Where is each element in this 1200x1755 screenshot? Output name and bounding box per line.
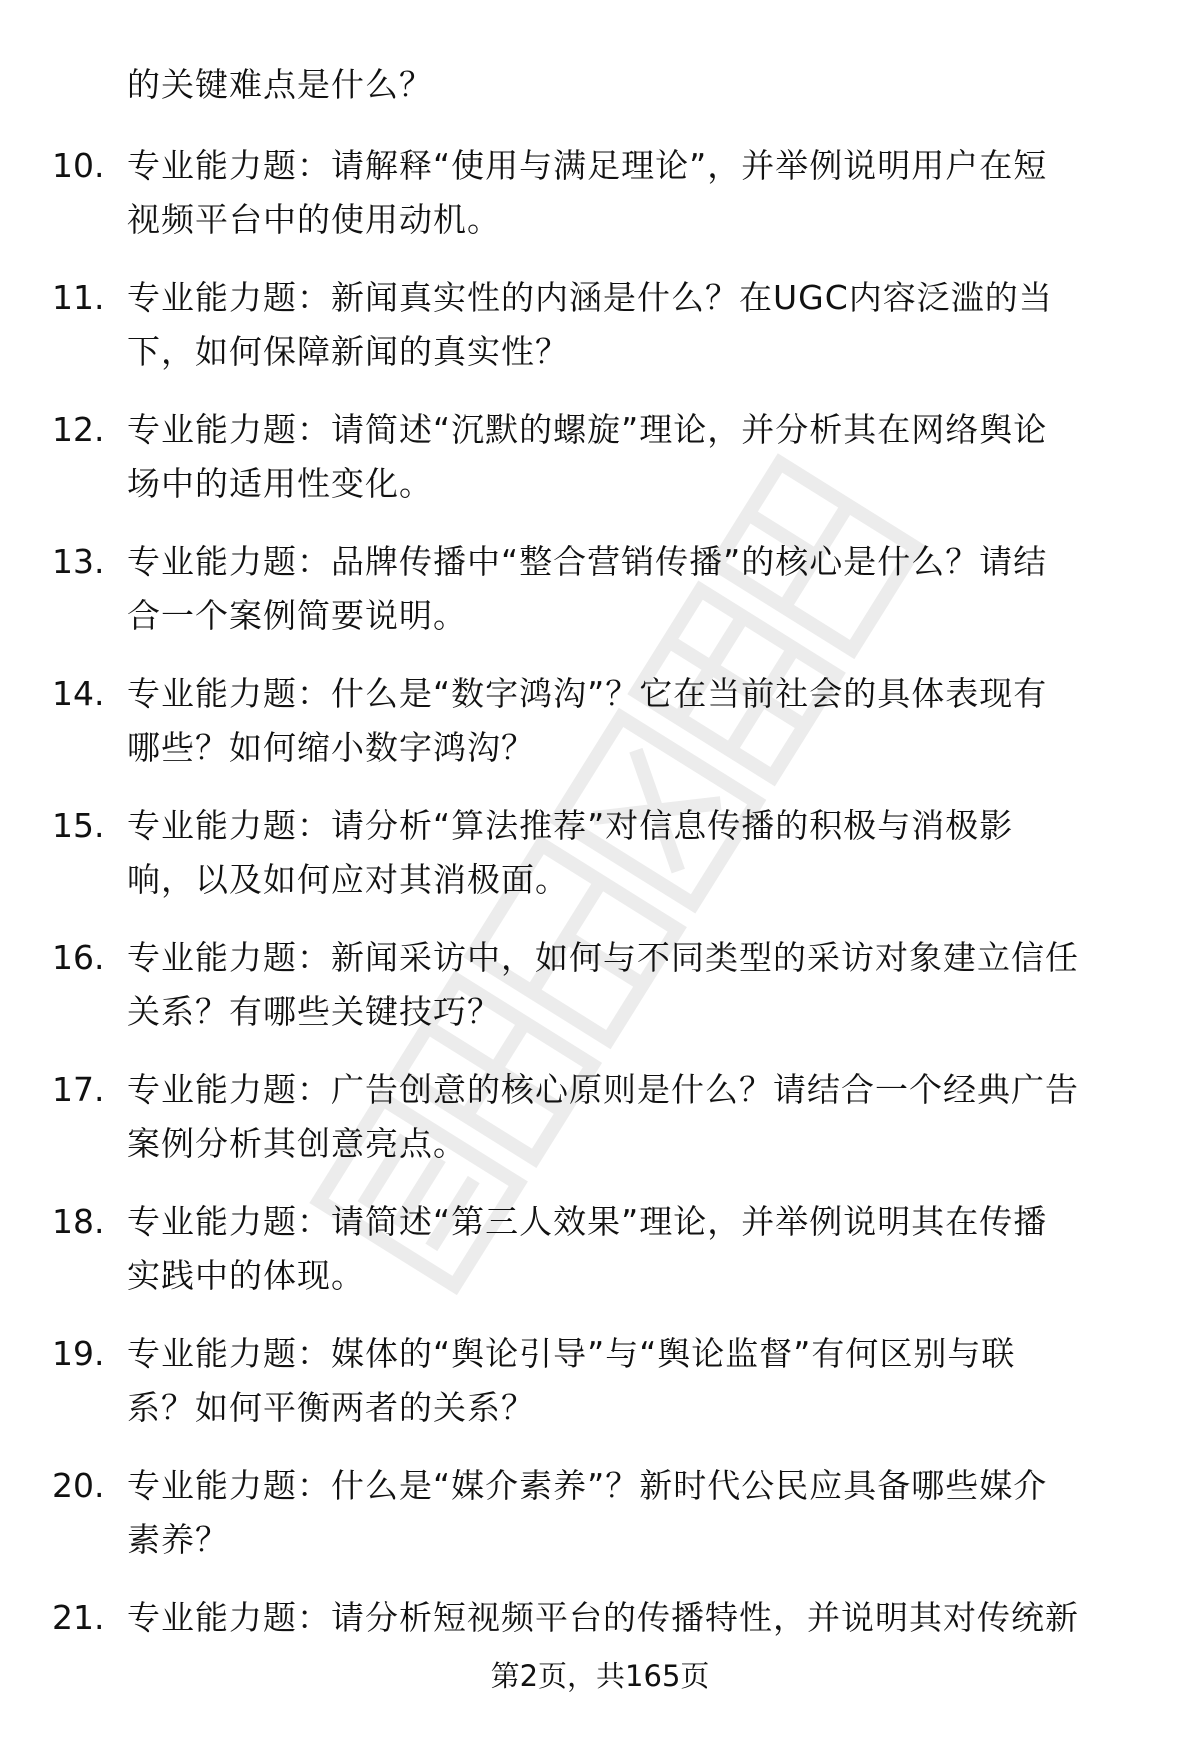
- question-text-line: 素养？: [127, 1520, 229, 1559]
- question-number: 11.: [52, 278, 105, 317]
- question-number: 21.: [52, 1598, 105, 1637]
- question-text-line: 专业能力题：请分析短视频平台的传播特性，并说明其对传统新: [127, 1598, 1079, 1637]
- question-text-line: 专业能力题：请解释“使用与满足理论”，并举例说明用户在短: [127, 146, 1048, 185]
- question-item: [0, 535, 1200, 667]
- question-item: [0, 1459, 1200, 1591]
- question-text-line: 专业能力题：新闻采访中，如何与不同类型的采访对象建立信任: [127, 938, 1079, 977]
- question-text-line: 专业能力题：什么是“数字鸿沟”？它在当前社会的具体表现有: [127, 674, 1048, 713]
- question-text-line: 下，如何保障新闻的真实性？: [127, 332, 569, 371]
- question-text: [127, 403, 1152, 511]
- question-text-line: 实践中的体现。: [127, 1256, 365, 1295]
- question-item: [0, 271, 1200, 403]
- question-text: [127, 1591, 1152, 1645]
- question-number: 15.: [52, 806, 105, 845]
- question-number: 17.: [52, 1070, 105, 1109]
- question-text: [127, 1063, 1152, 1171]
- question-text: [127, 931, 1152, 1039]
- continued-question-text: 的关键难点是什么？: [127, 65, 433, 104]
- question-text-line: 视频平台中的使用动机。: [127, 200, 501, 239]
- question-text-line: 合一个案例简要说明。: [127, 596, 467, 635]
- question-text: [127, 667, 1152, 775]
- question-text-line: 专业能力题：什么是“媒介素养”？新时代公民应具备哪些媒介: [127, 1466, 1048, 1505]
- question-number: 20.: [52, 1466, 105, 1505]
- question-text-line: 哪些？如何缩小数字鸿沟？: [127, 728, 535, 767]
- question-list: [0, 139, 1200, 1723]
- question-text-line: 专业能力题：新闻真实性的内涵是什么？在UGC内容泛滥的当: [127, 278, 1053, 317]
- question-number: 13.: [52, 542, 105, 581]
- question-number: 10.: [52, 146, 105, 185]
- question-text: [127, 1195, 1152, 1303]
- question-text: [127, 271, 1152, 379]
- question-text-line: 专业能力题：广告创意的核心原则是什么？请结合一个经典广告: [127, 1070, 1079, 1109]
- question-text-line: 专业能力题：媒体的“舆论引导”与“舆论监督”有何区别与联: [127, 1334, 1016, 1373]
- question-text-line: 专业能力题：请简述“第三人效果”理论，并举例说明其在传播: [127, 1202, 1048, 1241]
- question-number: 19.: [52, 1334, 105, 1373]
- question-item: [0, 667, 1200, 799]
- question-text-line: 专业能力题：品牌传播中“整合营销传播”的核心是什么？请结: [127, 542, 1048, 581]
- question-item: [0, 1327, 1200, 1459]
- question-item: [0, 139, 1200, 271]
- question-text-line: 关系？有哪些关键技巧？: [127, 992, 501, 1031]
- question-text: [127, 1327, 1152, 1435]
- question-item: [0, 403, 1200, 535]
- question-number: 16.: [52, 938, 105, 977]
- question-number: 18.: [52, 1202, 105, 1241]
- question-text: [127, 535, 1152, 643]
- page-footer: 第2页，共165页: [490, 1659, 710, 1693]
- question-text: [127, 799, 1152, 907]
- question-number: 12.: [52, 410, 105, 449]
- question-text-line: 系？如何平衡两者的关系？: [127, 1388, 535, 1427]
- question-item: [0, 1063, 1200, 1195]
- question-text-line: 响，以及如何应对其消极面。: [127, 860, 569, 899]
- question-text-line: 案例分析其创意亮点。: [127, 1124, 467, 1163]
- question-text-line: 专业能力题：请分析“算法推荐”对信息传播的积极与消极影: [127, 806, 1014, 845]
- question-text: [127, 1459, 1152, 1567]
- question-item: [0, 931, 1200, 1063]
- question-item: [0, 799, 1200, 931]
- question-text-line: 场中的适用性变化。: [127, 464, 433, 503]
- question-number: 14.: [52, 674, 105, 713]
- question-text: [127, 139, 1152, 247]
- question-item: [0, 1195, 1200, 1327]
- question-text-line: 专业能力题：请简述“沉默的螺旋”理论，并分析其在网络舆论: [127, 410, 1048, 449]
